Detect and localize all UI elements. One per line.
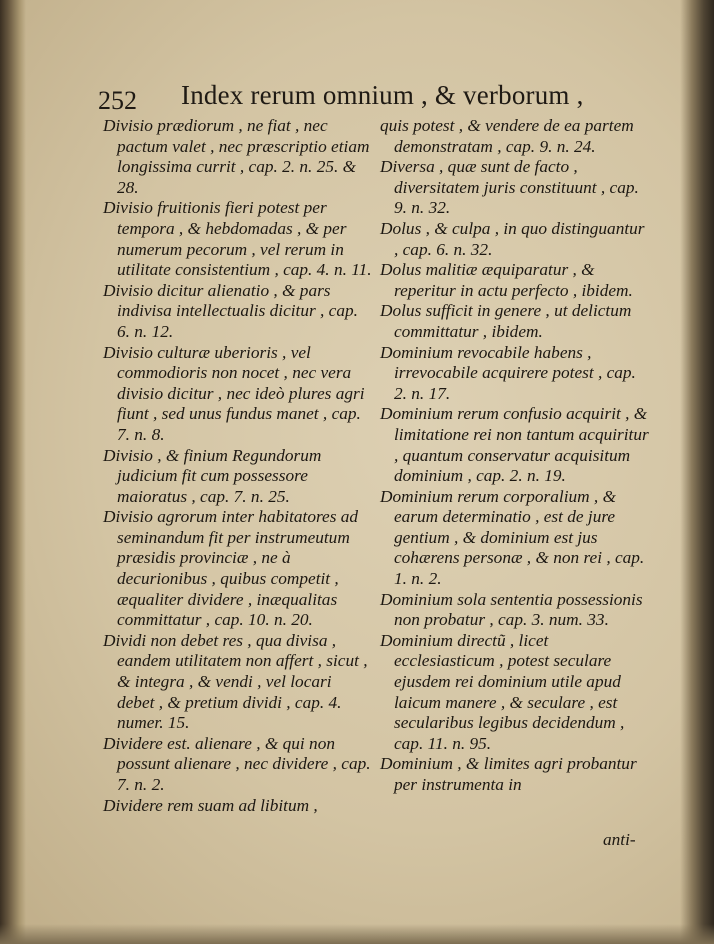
index-entry: Divisio culturæ uberioris , vel commodioris non nocet , nec vera divisio dicitur , nec ideò plures agri fiunt , sed unus fundus manet , cap. 7. n. 8.	[103, 342, 365, 444]
index-entry: Divisio dicitur alienatio , & pars indivisa intellectualis dicitur , cap. 6. n. 12.	[103, 280, 358, 341]
index-entry: Dominium , & limites agri probantur per instrumenta in	[380, 754, 637, 794]
index-entry: Dominium directũ , licet ecclesiasticum , potest seculare ejusdem rei dominium utile apud laicum manere , & seculare , est secularibus legibus decidendum , cap. 11. n. 95.	[380, 630, 625, 753]
left-column	[103, 116, 373, 816]
binding-gutter	[0, 0, 26, 944]
index-entry: Dominium rerum confusio acquirit , & limitatione rei non tantum acquiritur , quantum conservatur acquisitum dominium , cap. 2. n. 19.	[380, 404, 649, 486]
page-header	[98, 80, 598, 120]
index-entry: Dolus malitiæ æquiparatur , & reperitur in actu perfecto , ibidem.	[380, 260, 633, 300]
running-head: Index rerum omnium , & verborum ,	[181, 80, 584, 110]
index-entry: Divisio , & finium Regundorum judicium fit cum possessore maioratus , cap. 7. n. 25.	[103, 445, 322, 506]
index-entry: Dolus sufficit in genere , ut delictum committatur , ibidem.	[380, 301, 632, 341]
index-entry: Dividere est. alienare , & qui non possunt alienare , nec dividere , cap. 7. n. 2.	[103, 733, 371, 794]
page-edge-shadow	[680, 0, 714, 944]
index-entry: Dominium rerum corporalium , & earum determinatio , est de jure gentium , & dominium est jus cohærens personæ , & non rei , cap. 1. n. 2.	[380, 486, 645, 589]
index-entry-continuation: quis potest , & vendere de ea partem demonstratam , cap. 9. n. 24.	[380, 116, 634, 156]
catchword: anti-	[603, 830, 636, 849]
index-entry: Divisio fruitionis fieri potest per tempora , & hebdomadas , & per numerum pecorum , vel rerum in utilitate consistentium , cap. 4. n. 11.	[103, 198, 372, 280]
index-entry: Dominium revocabile habens , irrevocabile acquirere potest , cap. 2. n. 17.	[380, 342, 636, 403]
page-number: 252	[98, 86, 137, 115]
right-column	[380, 116, 652, 796]
index-entry: Dividere rem suam ad libitum ,	[103, 795, 318, 815]
index-entry: Dividi non debet res , qua divisa , eandem utilitatem non affert , sicut , & integra , & vendi , vel locari debet , & pretium dividi , cap. 4. numer. 15.	[103, 630, 368, 733]
index-entry: Diversa , quæ sunt de facto , diversitatem juris constituunt , cap. 9. n. 32.	[380, 157, 639, 218]
index-entry: Dolus , & culpa , in quo distinguantur , cap. 6. n. 32.	[380, 218, 645, 259]
index-entry: Divisio agrorum inter habitatores ad seminandum fit per instrumeutum præsidis provinciæ , ne à decurionibus , quibus competit , æqualiter dividere , inæqualitas committatur , cap. 10. n. 20.	[103, 507, 359, 630]
index-entry: Divisio prædiorum , ne fiat , nec pactum valet , nec præscriptio etiam longissima currit , cap. 2. n. 25. & 28.	[103, 116, 370, 197]
index-entry: Dominium sola sententia possessionis non probatur , cap. 3. num. 33.	[380, 589, 643, 630]
page-bottom-shadow	[0, 924, 714, 944]
